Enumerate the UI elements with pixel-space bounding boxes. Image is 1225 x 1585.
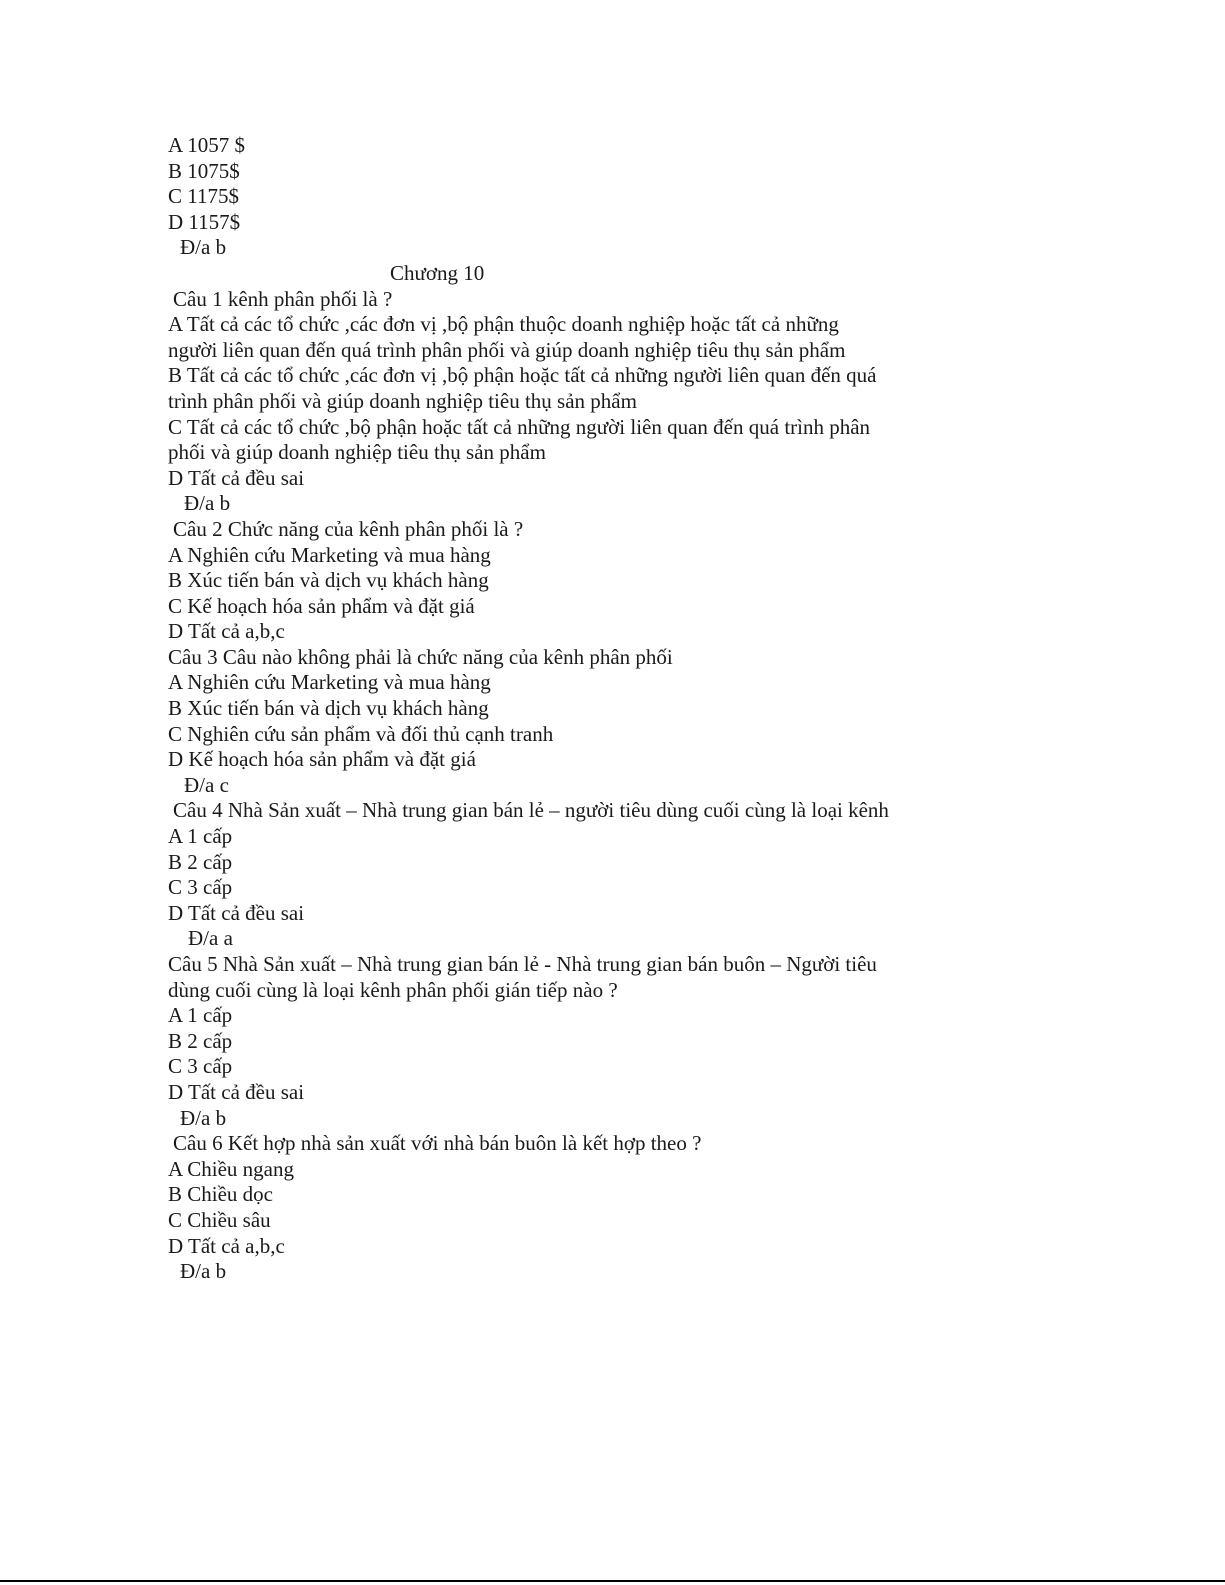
answer-option: A 1 cấp <box>168 1003 233 1028</box>
question-text-continued: dùng cuối cùng là loại kênh phân phối gián tiếp nào ? <box>168 977 618 1002</box>
answer-key: Đ/a a <box>188 926 233 951</box>
answer-key: Đ/a b <box>180 235 227 260</box>
answer-option-continued: trình phân phối và giúp doanh nghiệp tiêu thụ sản phẩm <box>168 388 637 413</box>
question-text: Câu 3 Câu nào không phải là chức năng của kênh phân phối <box>168 644 673 669</box>
answer-option: B Xúc tiến bán và dịch vụ khách hàng <box>168 568 489 593</box>
answer-option: A 1 cấp <box>168 824 233 849</box>
answer-option: A Nghiên cứu Marketing và mua hàng <box>168 542 491 567</box>
chapter-heading: Chương 10 <box>390 260 485 285</box>
answer-option: D Tất cả đều sai <box>168 900 305 925</box>
answer-option-continued: phối và giúp doanh nghiệp tiêu thụ sản phẩm <box>168 440 546 465</box>
answer-option: D Tất cả a,b,c <box>168 1233 285 1258</box>
answer-option: D Tất cả đều sai <box>168 465 305 490</box>
answer-option: C Nghiên cứu sản phẩm và đối thủ cạnh tranh <box>168 721 554 746</box>
answer-option-continued: người liên quan đến quá trình phân phối và giúp doanh nghiệp tiêu thụ sản phẩm <box>168 337 846 362</box>
answer-key: Đ/a b <box>180 1105 227 1130</box>
answer-option: C 1175$ <box>168 184 239 209</box>
answer-option: C 3 cấp <box>168 875 233 900</box>
answer-option: D Tất cả a,b,c <box>168 619 285 644</box>
question-text: Câu 2 Chức năng của kênh phân phối là ? <box>173 516 524 541</box>
document-body <box>168 133 988 1285</box>
answer-key: Đ/a c <box>184 772 229 797</box>
question-text: Câu 5 Nhà Sản xuất – Nhà trung gian bán lẻ - Nhà trung gian bán buôn – Người tiêu <box>168 952 877 976</box>
question-text: Câu 6 Kết hợp nhà sản xuất với nhà bán buôn là kết hợp theo ? <box>173 1131 702 1156</box>
answer-option: B Xúc tiến bán và dịch vụ khách hàng <box>168 696 489 721</box>
answer-option: B 1075$ <box>168 158 240 183</box>
question-text: Câu 1 kênh phân phối là ? <box>173 286 393 311</box>
question-text: Câu 4 Nhà Sản xuất – Nhà trung gian bán lẻ – người tiêu dùng cuối cùng là loại kênh <box>173 798 889 823</box>
answer-option: C 3 cấp <box>168 1054 233 1079</box>
answer-option: B Chiều dọc <box>168 1182 273 1207</box>
answer-key: Đ/a b <box>184 491 231 516</box>
answer-option: C Kế hoạch hóa sản phẩm và đặt giá <box>168 593 475 618</box>
answer-option: A Tất cả các tổ chức ,các đơn vị ,bộ phận thuộc doanh nghiệp hoặc tất cả những <box>168 312 839 337</box>
answer-option: B 2 cấp <box>168 849 233 874</box>
answer-option: A Nghiên cứu Marketing và mua hàng <box>168 670 491 695</box>
answer-option: A Chiều ngang <box>168 1156 294 1181</box>
answer-option: D 1157$ <box>168 209 241 234</box>
answer-option: C Chiều sâu <box>168 1207 271 1232</box>
answer-option: B Tất cả các tổ chức ,các đơn vị ,bộ phận hoặc tất cả những người liên quan đến quá <box>168 363 877 388</box>
answer-option: B 2 cấp <box>168 1028 233 1053</box>
answer-option: A 1057 $ <box>168 133 246 157</box>
answer-option: D Kế hoạch hóa sản phẩm và đặt giá <box>168 747 476 772</box>
answer-option: C Tất cả các tổ chức ,bộ phận hoặc tất cả những người liên quan đến quá trình phân <box>168 414 871 439</box>
answer-option: D Tất cả đều sai <box>168 1079 305 1104</box>
page-bottom-rule <box>0 1580 1225 1582</box>
answer-key: Đ/a b <box>180 1259 227 1284</box>
